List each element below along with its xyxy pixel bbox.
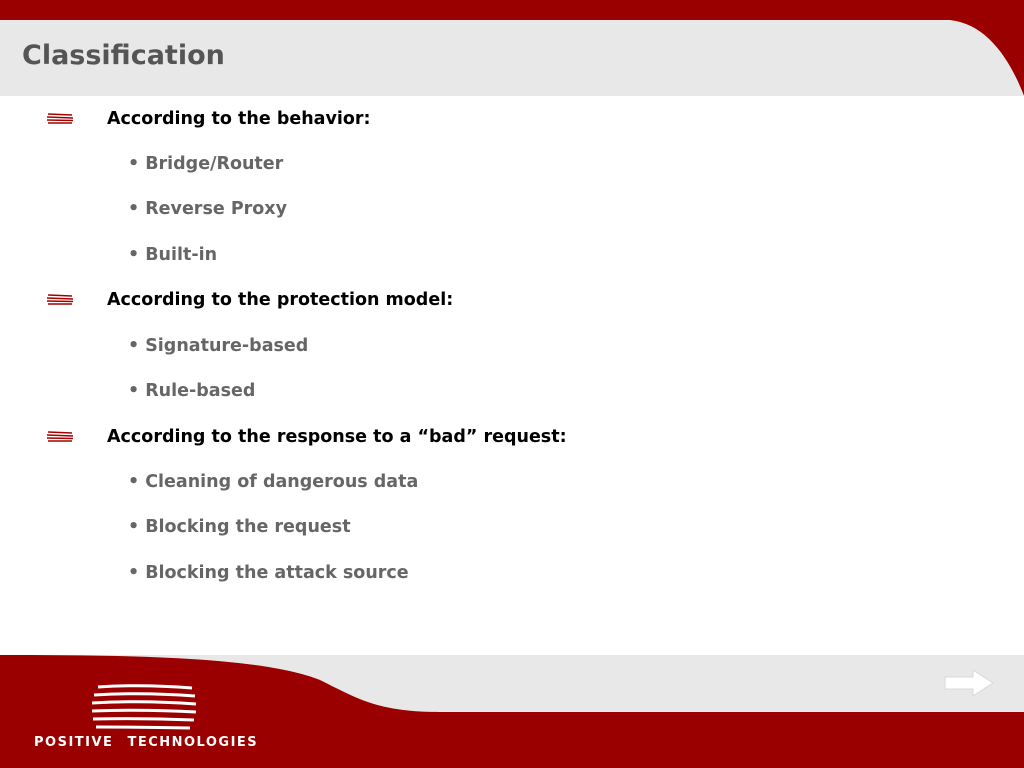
list-item: • Bridge/Router xyxy=(128,154,284,174)
list-item: • Rule-based xyxy=(128,381,256,401)
brand-name: POSITIVE TECHNOLOGIES xyxy=(34,735,259,750)
list-item: • Signature-based xyxy=(128,336,309,356)
list-item: • Built-in xyxy=(128,245,218,265)
positive-technologies-logo-icon xyxy=(88,684,198,732)
page-title: Classification xyxy=(22,40,225,71)
list-item: • Blocking the request xyxy=(128,517,351,537)
right-arrow-icon[interactable] xyxy=(943,668,995,698)
list-item: • Reverse Proxy xyxy=(128,199,287,219)
list-item: • Cleaning of dangerous data xyxy=(128,472,419,492)
striped-bullet-icon xyxy=(46,430,74,444)
list-item: • Blocking the attack source xyxy=(128,563,409,583)
section-heading-protection-model: According to the protection model: xyxy=(107,290,454,310)
section-heading-response: According to the response to a “bad” request: xyxy=(107,427,567,447)
section-heading-behavior: According to the behavior: xyxy=(107,109,371,129)
striped-bullet-icon xyxy=(46,112,74,126)
striped-bullet-icon xyxy=(46,293,74,307)
